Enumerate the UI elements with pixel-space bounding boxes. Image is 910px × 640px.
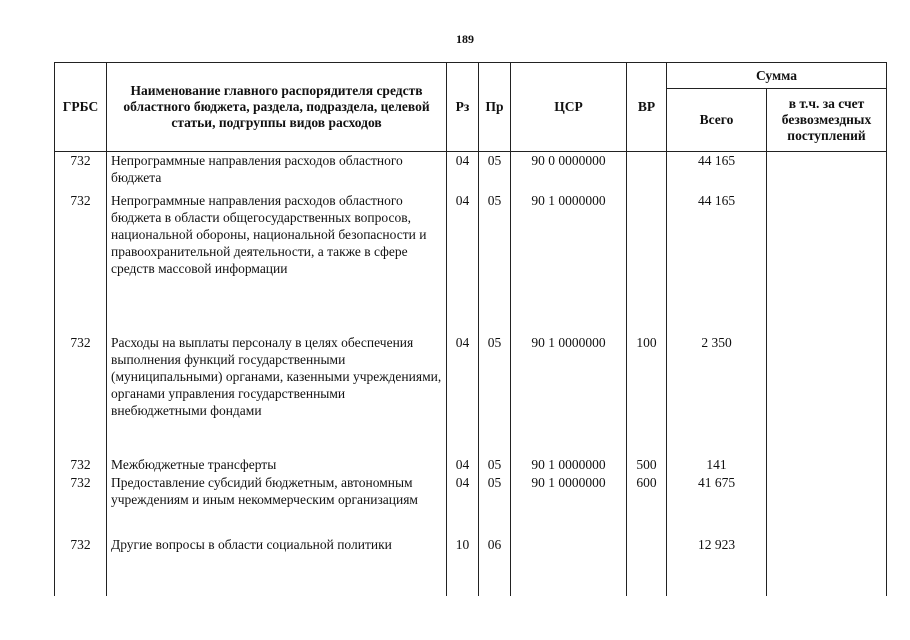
cell-vr: 600 [627,474,667,536]
cell-free [767,334,887,456]
cell-grbs: 732 [55,474,107,536]
cell-name: Межбюджетные трансферты [107,456,447,474]
cell-name: Непрограммные направления расходов областного бюджета [107,152,447,192]
cell-total: 44 165 [667,192,767,334]
header-rz: Рз [447,63,479,152]
header-pr: Пр [479,63,511,152]
cell-free [767,536,887,596]
table-row [55,456,887,474]
cell-total: 12 923 [667,536,767,596]
cell-free [767,456,887,474]
header-total: Всего [667,89,767,152]
cell-csr: 90 1 0000000 [511,474,627,536]
cell-rz: 10 [447,536,479,596]
cell-vr [627,536,667,596]
header-grbs: ГРБС [55,63,107,152]
cell-name: Другие вопросы в области социальной политики [107,536,447,596]
cell-rz: 04 [447,456,479,474]
cell-name: Непрограммные направления расходов областного бюджета в области общегосударственных вопросов, национальной обороны, национальной безопасности и правоохранительной деятельности, а также в сфере средств массовой информации [107,192,447,334]
page-number: 189 [456,32,474,46]
cell-free [767,152,887,192]
cell-rz: 04 [447,474,479,536]
cell-pr: 05 [479,192,511,334]
cell-free [767,192,887,334]
cell-pr: 05 [479,334,511,456]
cell-vr [627,152,667,192]
cell-grbs: 732 [55,334,107,456]
cell-csr: 90 1 0000000 [511,334,627,456]
table-row [55,536,887,596]
cell-grbs: 732 [55,456,107,474]
cell-grbs: 732 [55,192,107,334]
header-csr: ЦСР [511,63,627,152]
cell-csr: 90 1 0000000 [511,456,627,474]
cell-rz: 04 [447,334,479,456]
cell-grbs: 732 [55,152,107,192]
table-row [55,474,887,536]
cell-name: Предоставление субсидий бюджетным, автономным учреждениям и иным некоммерческим организациям [107,474,447,536]
cell-grbs: 732 [55,536,107,596]
cell-vr [627,192,667,334]
cell-free [767,474,887,536]
cell-pr: 05 [479,456,511,474]
cell-total: 44 165 [667,152,767,192]
cell-total: 41 675 [667,474,767,536]
cell-pr: 05 [479,474,511,536]
cell-csr: 90 1 0000000 [511,192,627,334]
header-vr: ВР [627,63,667,152]
cell-total: 2 350 [667,334,767,456]
cell-pr: 05 [479,152,511,192]
cell-csr: 90 0 0000000 [511,152,627,192]
cell-rz: 04 [447,152,479,192]
cell-total: 141 [667,456,767,474]
header-name: Наименование главного распорядителя средств областного бюджета, раздела, подраздела, целевой статьи, подгруппы видов расходов [107,63,447,152]
cell-name: Расходы на выплаты персоналу в целях обеспечения выполнения функций государственными (муниципальными) органами, казенными учреждениями, органами управления государственными внебюджетными фондами [107,334,447,456]
cell-vr: 100 [627,334,667,456]
table-row [55,152,887,192]
table-row [55,192,887,334]
cell-pr: 06 [479,536,511,596]
cell-rz: 04 [447,192,479,334]
header-sum: Сумма [667,63,887,89]
cell-vr: 500 [627,456,667,474]
cell-csr [511,536,627,596]
table-row [55,334,887,456]
budget-table [54,62,887,596]
header-free: в т.ч. за счет безвозмездных поступлений [767,89,887,152]
